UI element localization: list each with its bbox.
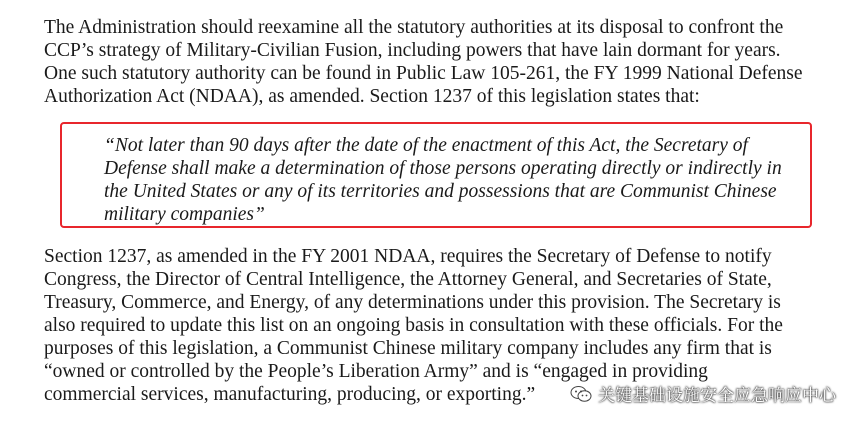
quote-line: Defense shall make a determination of those persons operating directly or indirectly in (104, 158, 782, 179)
wechat-icon (570, 385, 592, 403)
quote-text (104, 134, 782, 226)
quote-line: military companies” (104, 204, 265, 225)
text-line: also required to update this list on an ongoing basis in consultation with these officials. For the (44, 315, 783, 336)
quote-line: the United States or any of its territories and possessions that are Communist Chinese (104, 181, 777, 202)
text-line: Treasury, Commerce, and Energy, of any determinations under this provision. The Secretary is (44, 292, 781, 313)
text-line: The Administration should reexamine all the statutory authorities at its disposal to confront the (44, 17, 784, 38)
watermark (570, 381, 836, 406)
text-line: CCP’s strategy of Military-Civilian Fusion, including powers that have lain dormant for years. (44, 40, 781, 61)
highlighted-quote-box (60, 122, 812, 228)
paragraph-intro (44, 16, 844, 108)
text-line: Authorization Act (NDAA), as amended. Section 1237 of this legislation states that: (44, 86, 700, 107)
text-line: Congress, the Director of Central Intelligence, the Attorney General, and Secretaries of State, (44, 269, 772, 290)
text-line: One such statutory authority can be found in Public Law 105-261, the FY 1999 National Defense (44, 63, 803, 84)
quote-line: “Not later than 90 days after the date of the enactment of this Act, the Secretary of (104, 135, 748, 156)
text-line: Section 1237, as amended in the FY 2001 NDAA, requires the Secretary of Defense to notify (44, 246, 772, 267)
watermark-text: 关键基础设施安全应急响应中心 (598, 386, 836, 406)
text-line: commercial services, manufacturing, producing, or exporting.” (44, 384, 536, 405)
text-line: purposes of this legislation, a Communist Chinese military company includes any firm that is (44, 338, 772, 359)
text-line: “owned or controlled by the People’s Liberation Army” and is “engaged in providing (44, 361, 708, 382)
